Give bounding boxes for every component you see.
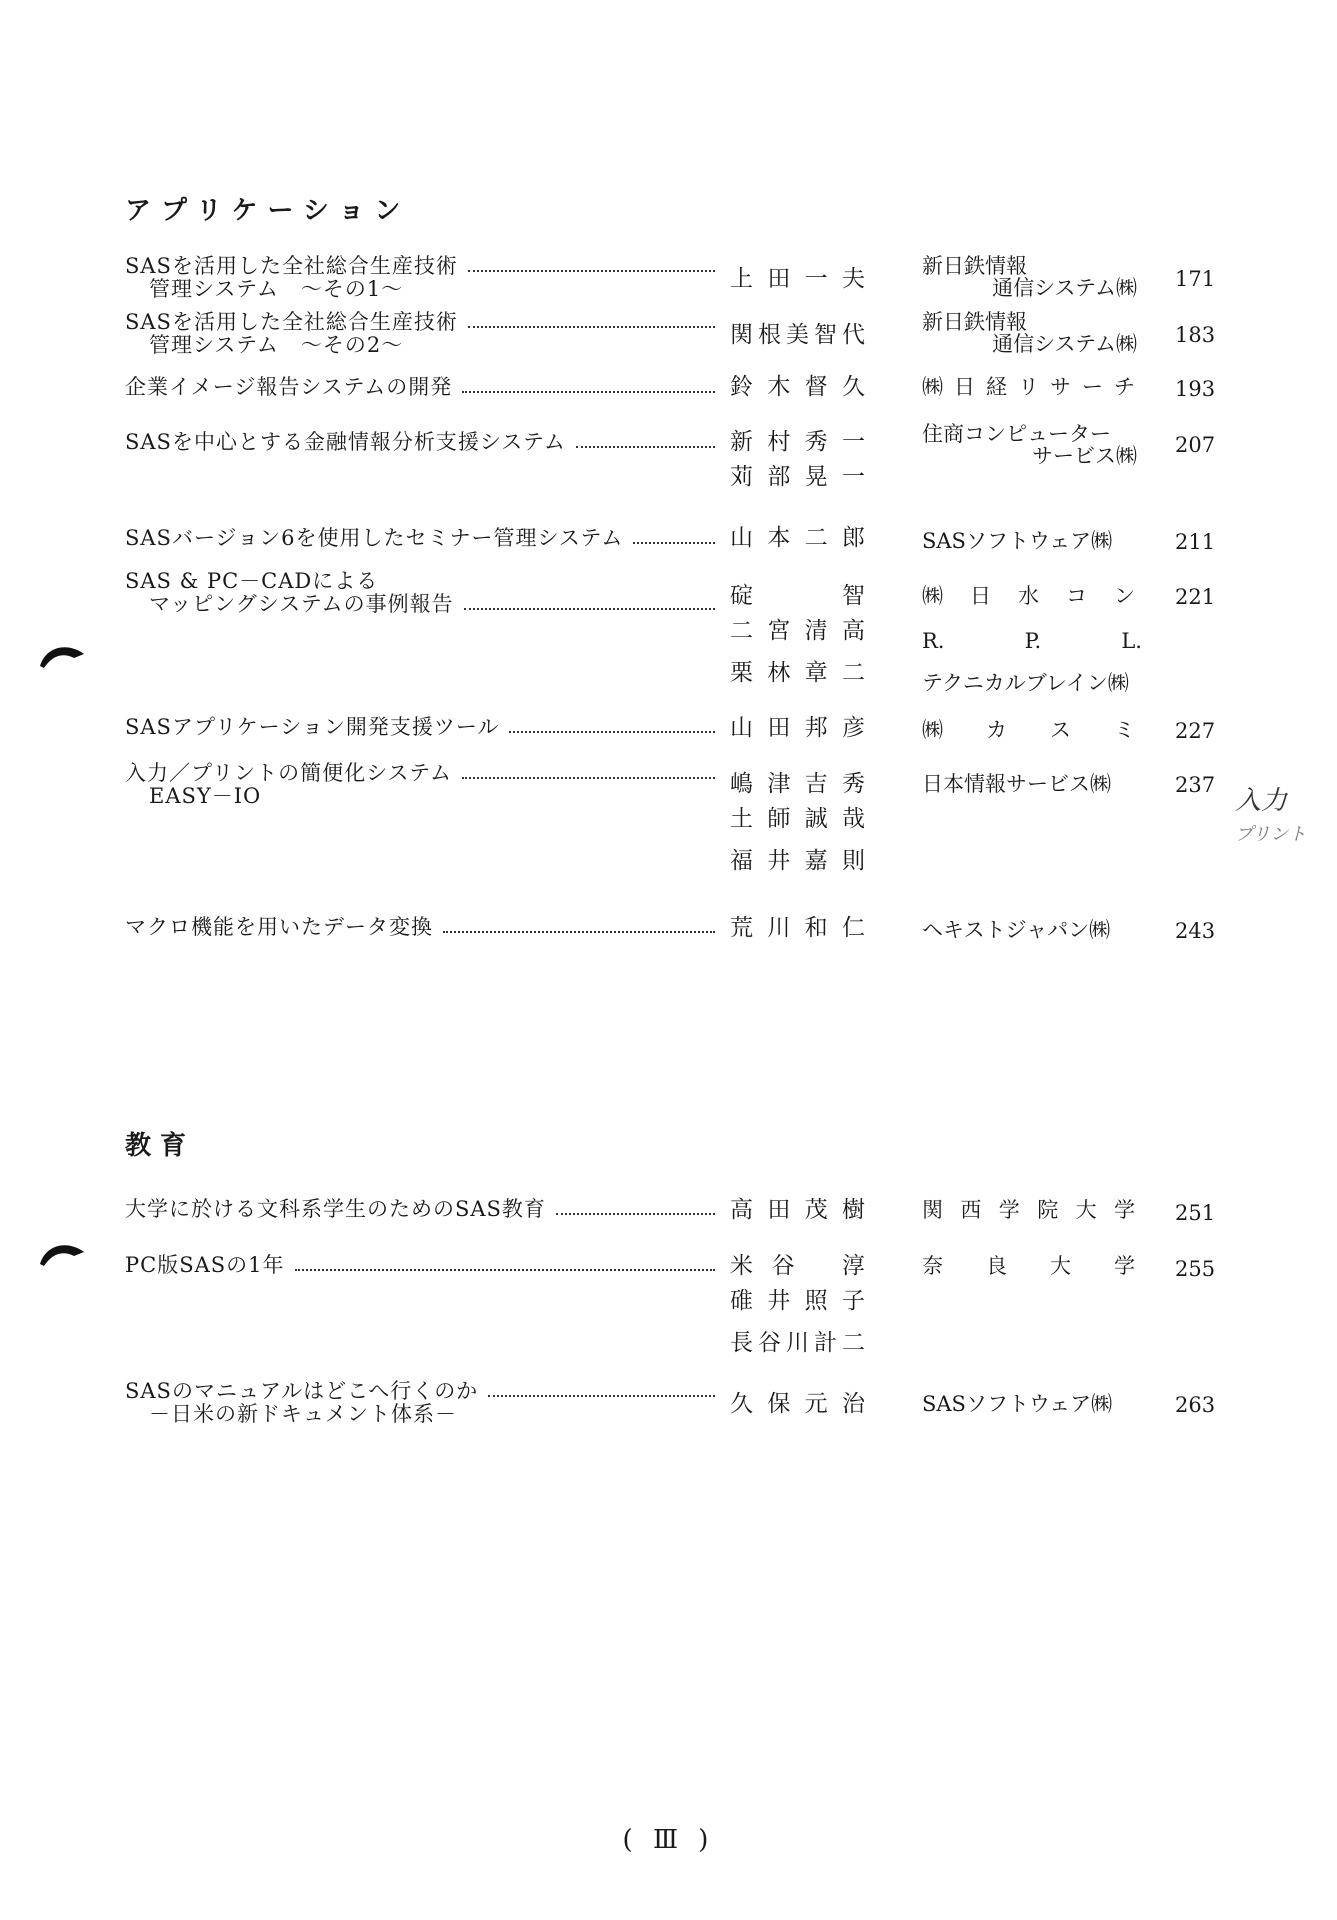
section-heading-applications: アプリケーション [125,196,411,226]
entry-title: 大学に於ける文科系学生のためのSAS教育 [125,1198,725,1221]
handwritten-note: 入力 [1235,786,1288,816]
entry-authors: 山 本 二 郎 [730,525,865,551]
entry-page-number: 211 [1175,530,1216,554]
entry-affiliation-extra: R. P. L. [922,629,1142,653]
entry-page-number: 183 [1175,323,1216,347]
entry-authors: 碇 智 二 宮 清 高 栗 林 章 二 [730,583,865,686]
entry-authors: 鈴 木 督 久 [730,374,865,400]
entry-page-number: 221 [1175,585,1216,609]
page-footer-number: ( Ⅲ ) [622,1825,715,1855]
entry-affiliation: 奈 良 大 学 [922,1254,1137,1278]
entry-page-number: 171 [1175,267,1216,291]
entry-page-number: 237 [1175,773,1216,797]
entry-page-number: 255 [1175,1257,1216,1281]
entry-authors: 高 田 茂 樹 [730,1197,865,1223]
dot-leader [443,931,715,933]
entry-authors: 関根美智代 [730,322,865,348]
dot-leader [462,391,715,393]
handwritten-note: プリント [1235,824,1307,845]
entry-authors: 新 村 秀 一 苅 部 晃 一 [730,429,865,490]
dot-leader [509,731,715,733]
entry-authors: 嶋 津 吉 秀 土 師 誠 哉 福 井 嘉 則 [730,771,865,874]
entry-title: SASのマニュアルはどこへ行くのか －日米の新ドキュメント体系－ [125,1380,725,1426]
entry-affiliation: ㈱ カ ス ミ [922,718,1137,742]
section-heading-education: 教 育 [125,1131,187,1161]
entry-affiliation: SASソフトウェア㈱ [922,529,1113,553]
entry-affiliation: 新日鉄情報 通信システム㈱ [922,254,1137,300]
dot-leader [556,1213,715,1215]
entry-affiliation: ㈱ 日 水 コ ン [922,584,1137,608]
entry-page-number: 207 [1175,433,1216,457]
entry-affiliation-extra: テクニカルブレイン㈱ [922,671,1129,695]
entry-affiliation: 新日鉄情報 通信システム㈱ [922,310,1137,356]
entry-title: SAS & PC－CADによる マッピングシステムの事例報告 [125,570,725,616]
entry-affiliation: ㈱ 日 経 リ サ ー チ [922,375,1137,399]
entry-title: SASバージョン6を使用したセミナー管理システム [125,527,725,550]
entry-authors: 山 田 邦 彦 [730,715,865,741]
entry-affiliation: SASソフトウェア㈱ [922,1392,1113,1416]
entry-title: SASアプリケーション開発支援ツール [125,716,725,739]
entry-page-number: 263 [1175,1393,1216,1417]
dot-leader [462,777,715,779]
entry-affiliation: 日本情報サービス㈱ [922,772,1111,796]
entry-affiliation: ヘキストジャパン㈱ [922,918,1111,942]
dot-leader [468,270,715,272]
dot-leader [488,1395,715,1397]
dot-leader [464,608,715,610]
dot-leader [633,542,715,544]
punch-hole-mark-icon [38,1238,88,1268]
entry-title: 企業イメージ報告システムの開発 [125,376,725,399]
entry-page-number: 251 [1175,1201,1216,1225]
entry-title: PC版SASの1年 [125,1254,725,1277]
entry-title: SASを中心とする金融情報分析支援システム [125,431,725,454]
entry-title: SASを活用した全社総合生産技術 管理システム ～その2～ [125,311,725,357]
entry-title: SASを活用した全社総合生産技術 管理システム ～その1～ [125,255,725,301]
entry-page-number: 227 [1175,719,1216,743]
entry-authors: 久 保 元 治 [730,1391,865,1417]
entry-authors: 荒 川 和 仁 [730,915,865,941]
entry-title: マクロ機能を用いたデータ変換 [125,916,725,939]
entry-affiliation: 関 西 学 院 大 学 [922,1198,1137,1222]
dot-leader [576,446,715,448]
entry-page-number: 243 [1175,919,1216,943]
dot-leader [295,1269,716,1271]
entry-affiliation: 住商コンピューター サービス㈱ [922,422,1137,468]
dot-leader [468,326,715,328]
entry-authors: 上 田 一 夫 [730,266,865,292]
punch-hole-mark-icon [38,640,88,670]
entry-authors: 米 谷 淳 碓 井 照 子 長谷川計二 [730,1253,865,1356]
entry-title: 入力／プリントの簡便化システム EASY－IO [125,762,725,808]
entry-page-number: 193 [1175,377,1216,401]
